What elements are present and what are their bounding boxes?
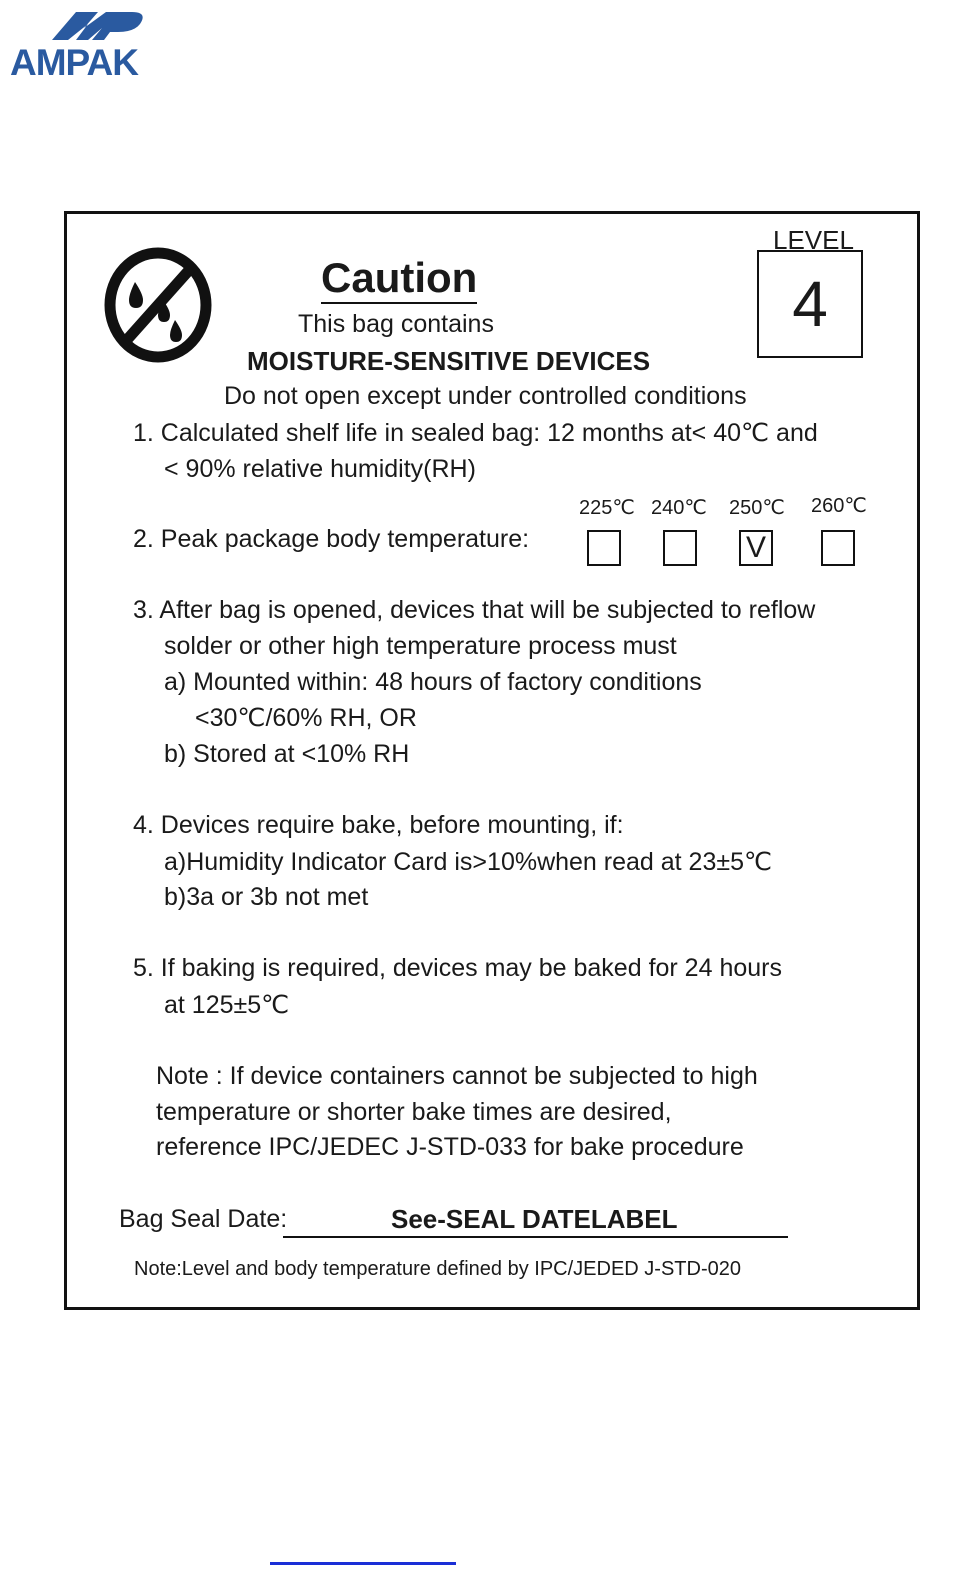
moisture-caution-label [64, 211, 920, 1310]
warning-text: Do not open except under controlled conditions [224, 382, 747, 410]
item-4b: b)3a or 3b not met [164, 883, 369, 911]
level-label: LEVEL [773, 225, 854, 255]
footer-note: Note:Level and body temperature defined by IPC/JEDED J-STD-020 [134, 1258, 741, 1280]
item-2-text: 2. Peak package body temperature: [133, 525, 530, 553]
item-4a: a)Humidity Indicator Card is>10%when read at 23±5℃ [164, 848, 773, 876]
item-5-line-1: 5. If baking is required, devices may be baked for 24 hours [133, 954, 782, 982]
bag-contains-text: This bag contains [298, 310, 494, 338]
note-line-1: Note : If device containers cannot be subjected to high [156, 1062, 758, 1090]
note-line-2: temperature or shorter bake times are desired, [156, 1098, 672, 1126]
temp-label-250: 250℃ [729, 497, 785, 519]
seal-date-field [283, 1206, 788, 1238]
no-moisture-icon [103, 246, 213, 364]
temp-checkbox-260 [821, 530, 855, 566]
note-line-3: reference IPC/JEDEC J-STD-033 for bake procedure [156, 1133, 744, 1161]
footer-link-underline [270, 1562, 456, 1565]
temp-checkbox-250: V [739, 530, 773, 566]
ampak-logo-text: AMPAK [10, 42, 138, 83]
seal-date-value: See-SEAL DATELABEL [391, 1204, 678, 1234]
item-1-line-2: < 90% relative humidity(RH) [164, 455, 476, 483]
temp-label-240: 240℃ [651, 497, 707, 519]
level-value: 4 [757, 250, 863, 358]
seal-date-label: Bag Seal Date: [119, 1205, 288, 1233]
item-3-line-2: solder or other high temperature process must [164, 632, 677, 660]
item-3a-line-1: a) Mounted within: 48 hours of factory conditions [164, 668, 702, 696]
caution-title: Caution [321, 257, 477, 304]
ampak-logo [10, 10, 155, 83]
item-4-line-1: 4. Devices require bake, before mounting, if: [133, 811, 624, 839]
item-3b: b) Stored at <10% RH [164, 740, 410, 768]
item-3a-line-2: <30℃/60% RH, OR [195, 704, 417, 732]
item-3-line-1: 3. After bag is opened, devices that will be subjected to reflow [133, 596, 816, 624]
temp-label-260: 260℃ [811, 495, 867, 517]
temp-checkbox-225 [587, 530, 621, 566]
item-1-line-1: 1. Calculated shelf life in sealed bag: 12 months at< 40℃ and [133, 419, 818, 447]
item-5-line-2: at 125±5℃ [164, 991, 290, 1019]
ampak-logo-mark [48, 10, 148, 42]
temp-checkbox-240 [663, 530, 697, 566]
devices-heading: MOISTURE-SENSITIVE DEVICES [247, 346, 651, 376]
temp-label-225: 225℃ [579, 497, 635, 519]
